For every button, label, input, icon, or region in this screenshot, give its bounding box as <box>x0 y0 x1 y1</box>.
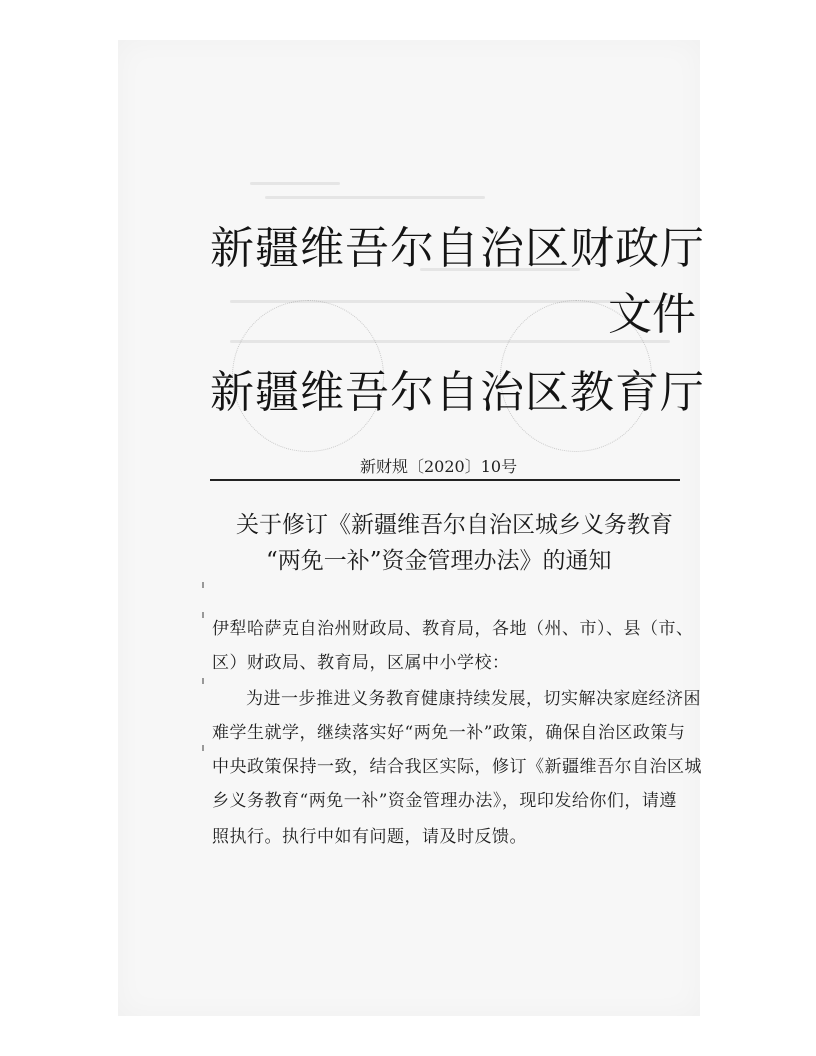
ghost-line <box>265 196 485 199</box>
body-paragraph-line-3: 中央政策保持一致，结合我区实际，修订《新疆维吾尔自治区城 <box>212 757 702 777</box>
ghost-line <box>250 182 340 185</box>
binding-tick <box>202 678 204 684</box>
binding-tick <box>202 745 204 751</box>
ghost-line <box>230 340 670 343</box>
issuer-finance-department: 新疆维吾尔自治区财政厅 <box>210 223 705 274</box>
recipients-line-1: 伊犁哈萨克自治州财政局、教育局，各地（州、市）、县（市、 <box>212 619 694 639</box>
header-divider <box>210 479 680 481</box>
document-label: 文件 <box>608 289 696 340</box>
recipients-line-2: 区）财政局、教育局，区属中小学校： <box>212 653 510 673</box>
body-paragraph-line-4: 乡义务教育“两免一补”资金管理办法》，现印发给你们，请遵 <box>212 791 677 811</box>
binding-tick <box>202 582 204 588</box>
document-number: 新财规〔2020〕10号 <box>360 457 518 476</box>
body-paragraph-line-1: 为进一步推进义务教育健康持续发展，切实解决家庭经济困 <box>246 689 701 709</box>
notice-title-line-2: “两免一补”资金管理办法》的通知 <box>266 548 612 574</box>
ghost-line <box>230 300 670 303</box>
body-paragraph-line-5: 照执行。执行中如有问题，请及时反馈。 <box>212 827 527 847</box>
binding-tick <box>202 612 204 618</box>
notice-title-line-1: 关于修订《新疆维吾尔自治区城乡义务教育 <box>236 512 673 538</box>
body-paragraph-line-2: 难学生就学，继续落实好“两免一补”政策，确保自治区政策与 <box>212 723 686 743</box>
issuer-education-department: 新疆维吾尔自治区教育厅 <box>210 367 705 418</box>
